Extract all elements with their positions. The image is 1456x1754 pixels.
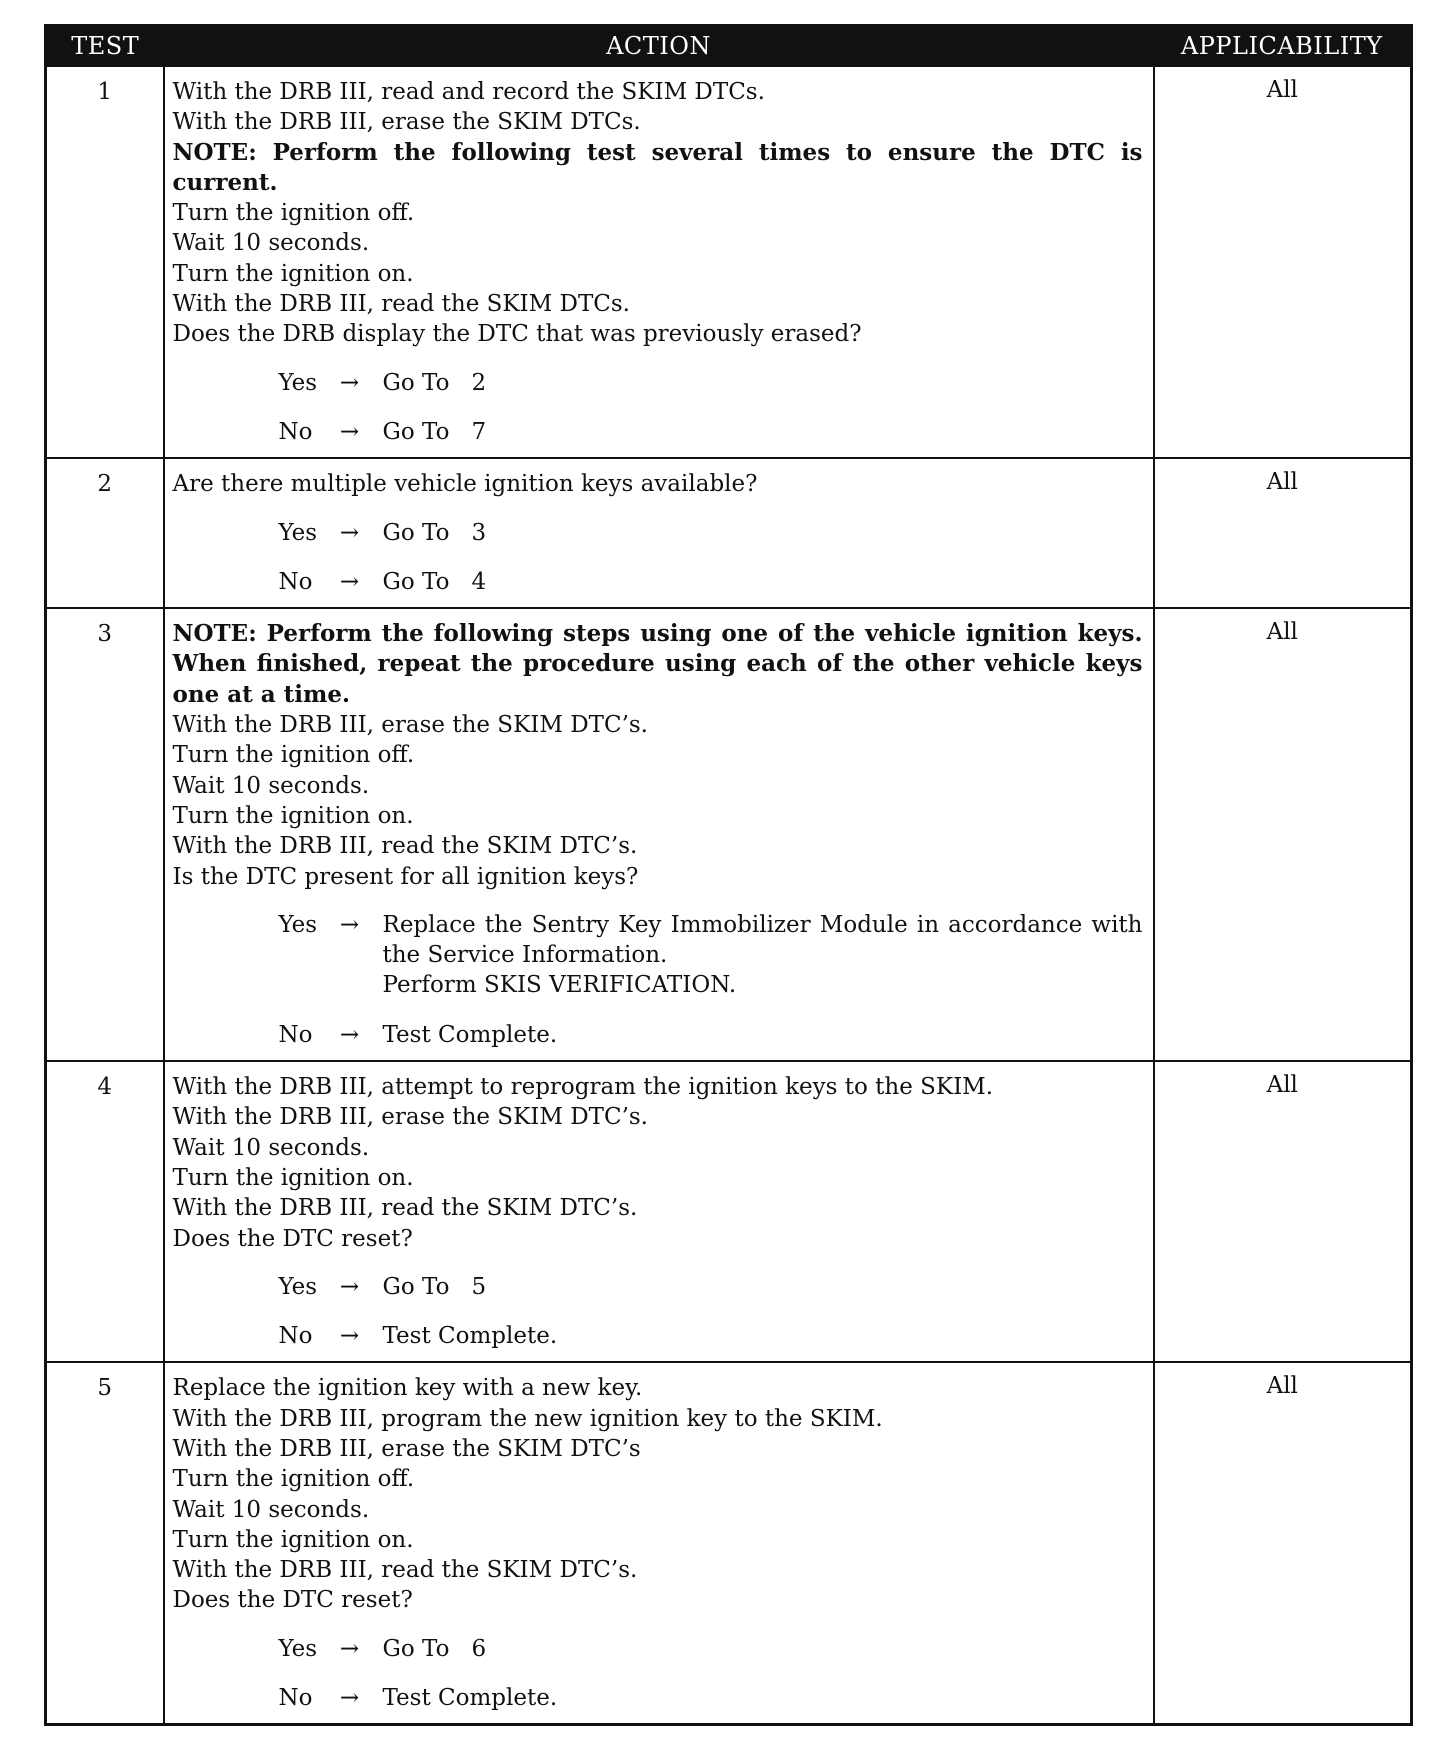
answer-list — [173, 1634, 1143, 1714]
goto-label: Go To — [382, 1635, 450, 1662]
note-text: NOTE: Perform the following steps using one of the vehicle ignition keys. When finished, repeat the procedure using each of the other vehicle keys one at a time. — [172, 620, 1143, 708]
answer-label: Yes — [278, 1635, 318, 1662]
action-line: Does the DRB display the DTC that was previously erased? — [172, 321, 862, 348]
table-row — [46, 458, 1412, 608]
action-line: Does the DTC reset? — [172, 1587, 413, 1614]
test-number: 3 — [46, 608, 164, 1061]
table-header-row — [46, 26, 1412, 67]
answer-goto — [383, 368, 1143, 398]
answer-label: No — [278, 1021, 313, 1048]
answer-text: Test Complete. — [382, 1685, 558, 1712]
arrow-icon: → — [339, 369, 360, 396]
answer-label: No — [278, 1323, 313, 1350]
arrow-icon: → — [339, 911, 360, 938]
header-applicability: APPLICABILITY — [1154, 26, 1412, 67]
goto-number: 7 — [471, 418, 487, 445]
action-line: Turn the ignition on. — [172, 1526, 414, 1553]
answer-text-line: Perform SKIS VERIFICATION. — [382, 972, 737, 999]
test-number: 1 — [46, 66, 164, 458]
answer-label: Yes — [278, 369, 318, 396]
applicability-value: All — [1154, 458, 1412, 608]
action-line: Wait 10 seconds. — [172, 1134, 370, 1161]
answer-goto — [383, 567, 1143, 597]
action-line: With the DRB III, read the SKIM DTC’s. — [172, 833, 638, 860]
arrow-icon: → — [339, 1635, 360, 1662]
arrow-icon: → — [339, 568, 360, 595]
answer-label: Yes — [278, 1273, 318, 1300]
action-cell — [164, 1362, 1154, 1724]
goto-label: Go To — [382, 568, 450, 595]
note-text: NOTE: Perform the following test several times to ensure the DTC is current. — [172, 138, 1143, 196]
action-cell — [164, 1061, 1154, 1362]
arrow-icon: → — [339, 418, 360, 445]
answer-yes — [173, 518, 1143, 548]
action-line: Replace the ignition key with a new key. — [172, 1375, 643, 1402]
action-line: With the DRB III, read and record the SKIM DTCs. — [172, 79, 765, 105]
applicability-value: All — [1154, 1362, 1412, 1724]
arrow-icon: → — [339, 1021, 360, 1048]
goto-number: 5 — [471, 1273, 487, 1300]
answer-no — [173, 1683, 1143, 1713]
arrow-icon: → — [339, 1273, 360, 1300]
action-cell — [164, 66, 1154, 458]
applicability-value: All — [1154, 66, 1412, 458]
goto-number: 3 — [471, 519, 487, 546]
answer-goto — [383, 1272, 1143, 1302]
answer-list — [173, 368, 1143, 448]
goto-label: Go To — [382, 1273, 450, 1300]
test-procedure-table — [44, 24, 1413, 1726]
action-line: With the DRB III, erase the SKIM DTC’s — [172, 1435, 641, 1462]
action-line: With the DRB III, erase the SKIM DTC’s. — [172, 1104, 648, 1131]
table-row — [46, 1061, 1412, 1362]
answer-yes — [173, 368, 1143, 398]
action-line: With the DRB III, read the SKIM DTCs. — [172, 291, 630, 318]
action-line: With the DRB III, attempt to reprogram the ignition keys to the SKIM. — [172, 1074, 994, 1101]
applicability-value: All — [1154, 608, 1412, 1061]
answer-goto — [383, 1634, 1143, 1664]
test-number: 2 — [46, 458, 164, 608]
answer-label: No — [278, 418, 313, 445]
action-line: Are there multiple vehicle ignition keys available? — [172, 471, 758, 498]
answer-label: Yes — [278, 911, 318, 938]
answer-no — [173, 417, 1143, 447]
answer-list — [173, 910, 1143, 1050]
action-line: Wait 10 seconds. — [172, 772, 370, 799]
answer-text: Test Complete. — [382, 1021, 558, 1048]
action-line: With the DRB III, read the SKIM DTC’s. — [172, 1195, 638, 1222]
answer-list — [173, 518, 1143, 598]
arrow-icon: → — [339, 1685, 360, 1712]
answer-yes — [173, 1272, 1143, 1302]
action-line: With the DRB III, program the new ignition key to the SKIM. — [172, 1405, 883, 1432]
action-line: Turn the ignition on. — [172, 1164, 414, 1191]
answer-list — [173, 1272, 1143, 1352]
test-number: 4 — [46, 1061, 164, 1362]
goto-label: Go To — [382, 369, 450, 396]
answer-yes — [173, 910, 1143, 1001]
header-action: ACTION — [164, 26, 1154, 67]
action-line: With the DRB III, erase the SKIM DTC’s. — [172, 712, 648, 739]
table-row — [46, 66, 1412, 458]
action-line: Does the DTC reset? — [172, 1225, 413, 1252]
answer-label: Yes — [278, 519, 318, 546]
action-line: With the DRB III, erase the SKIM DTCs. — [172, 109, 641, 136]
goto-label: Go To — [382, 418, 450, 445]
table-row — [46, 608, 1412, 1061]
arrow-icon: → — [339, 519, 360, 546]
action-line: Turn the ignition off. — [172, 1466, 415, 1493]
action-cell — [164, 608, 1154, 1061]
answer-label: No — [278, 1685, 313, 1712]
action-line: Wait 10 seconds. — [172, 230, 370, 257]
goto-number: 4 — [471, 568, 487, 595]
answer-yes — [173, 1634, 1143, 1664]
answer-goto — [383, 518, 1143, 548]
answer-text: Test Complete. — [382, 1323, 558, 1350]
goto-number: 6 — [471, 1635, 487, 1662]
answer-text — [383, 910, 1143, 1001]
goto-number: 2 — [471, 369, 487, 396]
goto-label: Go To — [382, 519, 450, 546]
header-test: TEST — [46, 26, 164, 67]
answer-label: No — [278, 568, 313, 595]
action-line: Is the DTC present for all ignition keys? — [172, 863, 639, 890]
answer-no — [173, 567, 1143, 597]
test-number: 5 — [46, 1362, 164, 1724]
action-cell — [164, 458, 1154, 608]
action-line: Wait 10 seconds. — [172, 1496, 370, 1523]
action-line: Turn the ignition off. — [172, 200, 415, 227]
action-line: With the DRB III, read the SKIM DTC’s. — [172, 1557, 638, 1584]
action-line: Turn the ignition on. — [172, 260, 414, 287]
answer-text-line: Replace the Sentry Key Immobilizer Module in accordance with the Service Information. — [382, 911, 1143, 969]
arrow-icon: → — [339, 1323, 360, 1350]
table-row — [46, 1362, 1412, 1724]
action-line: Turn the ignition off. — [172, 742, 415, 769]
answer-no — [173, 1020, 1143, 1050]
action-line: Turn the ignition on. — [172, 802, 414, 829]
answer-goto — [383, 417, 1143, 447]
answer-no — [173, 1321, 1143, 1351]
applicability-value: All — [1154, 1061, 1412, 1362]
